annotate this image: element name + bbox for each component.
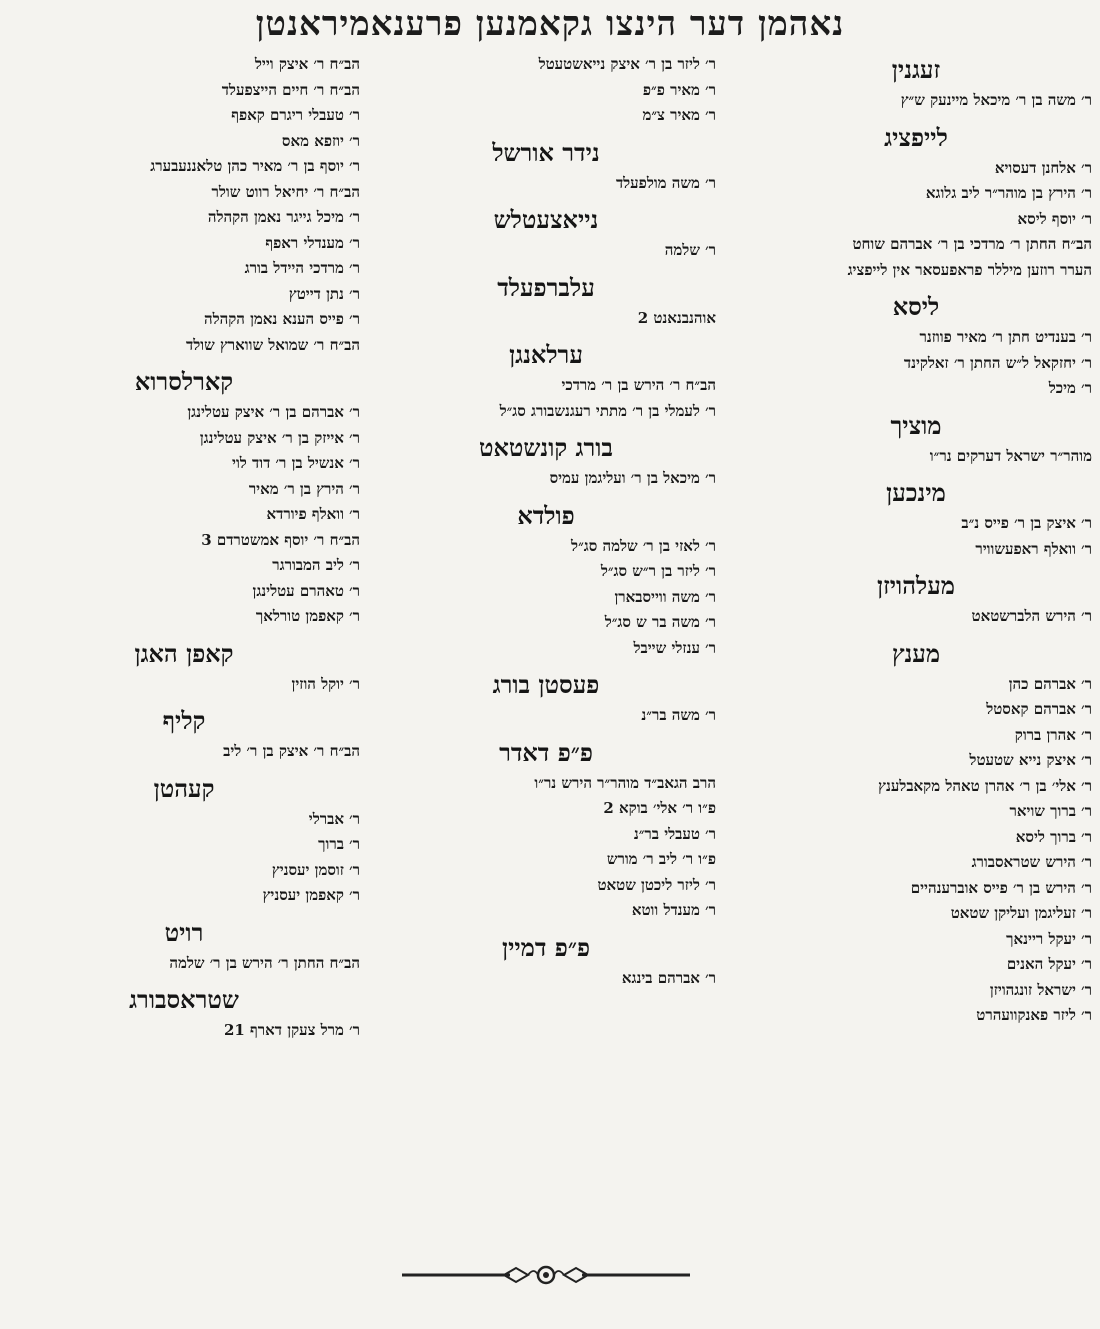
section-continuation bbox=[376, 52, 716, 129]
entry: ר׳ ליזר פאנקוועהרט bbox=[976, 1006, 1092, 1024]
entry: ר׳ קאפמן יעסניץ bbox=[262, 886, 360, 904]
entry: הב״ח ר׳ הירש בן ר׳ מרדכי bbox=[561, 376, 716, 394]
entry: ר׳ וואלף פיורדא bbox=[266, 505, 360, 523]
section-shtrasburg bbox=[8, 982, 360, 1044]
section-title: פולדא bbox=[517, 500, 575, 530]
entry: ר׳ אייזק בן ר׳ איצק עטלינגן bbox=[199, 428, 360, 447]
entry: ר׳ הירץ בן מוהר״ר ליב גלוגא bbox=[925, 184, 1092, 202]
page-title: נאהמן דער הינצו גקאמנען פרענאמיראנטן bbox=[255, 4, 845, 44]
entry: ר׳ יעקל האנים bbox=[1006, 955, 1092, 973]
right-column bbox=[740, 52, 1092, 1035]
section-title: קליף bbox=[162, 706, 206, 735]
entry: ר׳ מיכאל בן ר׳ ועליגמן עמיס bbox=[549, 469, 716, 487]
entry: ר׳ יוסף ליסא bbox=[1017, 209, 1092, 228]
entry: ר׳ איצק בן ר׳ פייס נ״ב bbox=[961, 514, 1092, 532]
section-lissa bbox=[740, 289, 1092, 402]
entry: ר׳ יחזקאל ל״ש החתן ר׳ זאלקינד bbox=[903, 353, 1092, 372]
entry: ר׳ אלחנן דעסויא bbox=[994, 158, 1092, 177]
section-title: מענץ bbox=[891, 638, 941, 668]
entry: ר׳ אנשיל בן ר׳ דוד לוי bbox=[232, 454, 360, 472]
entry: ר׳ בענדיט חתן ר׳ מאיר פווזנר bbox=[919, 328, 1092, 346]
entry: אוהנבנאנט 2 bbox=[637, 308, 716, 327]
entry: ר׳ אברלי bbox=[308, 809, 360, 828]
section-title: קארלסרוא bbox=[134, 367, 234, 396]
section-kehtn bbox=[8, 771, 360, 909]
section-title: שטראסבורג bbox=[129, 985, 239, 1014]
entry: ר׳ ענזלי שייבל bbox=[633, 638, 716, 657]
entry: ר׳ אברהם קאסטל bbox=[986, 700, 1092, 718]
section-title: קעהטן bbox=[153, 773, 215, 803]
entry: ר׳ אברהם כהן bbox=[1008, 674, 1092, 693]
entry: ר׳ מיכל גייגר נאמן הקהלה bbox=[207, 208, 360, 226]
entry: ר׳ ברוך bbox=[318, 835, 360, 853]
entry: ר׳ ברוך ליסא bbox=[1015, 827, 1092, 846]
section-nider-urshel bbox=[376, 135, 716, 197]
entry: ר׳ טעבלי ריגרם קאפף bbox=[231, 106, 360, 124]
section-title: עלברפעלד bbox=[497, 272, 595, 302]
section-title: זעגנין bbox=[891, 55, 941, 84]
entry: ר׳ משה ווייסבארן bbox=[614, 587, 716, 606]
entry: הב״ח החתן ר׳ מרדכי בן ר׳ אברהם שוחט bbox=[852, 235, 1092, 253]
section-pp-doder bbox=[376, 735, 716, 924]
entry: פ״ו ר׳ אלי׳ בוקא 2 bbox=[603, 799, 716, 817]
entry: ר׳ ליזר ליכטן שטאט bbox=[597, 875, 716, 894]
entry: ר׳ מרל צעקן דארף 21 bbox=[223, 1021, 360, 1039]
section-festen-burg bbox=[376, 667, 716, 729]
section-title: לייפציג bbox=[884, 122, 948, 152]
entry: הב״ח ר׳ יוסף אמשטרדם 3 bbox=[201, 530, 360, 549]
entry: ר׳ הירש בן ר׳ פייס אוברענהיים bbox=[910, 878, 1092, 897]
entry: ר׳ משה בן ר׳ מיכאל מיינעק ש״ץ bbox=[900, 91, 1092, 109]
entry: ר׳ ליזר בן ר׳ איצק נייאשטעטל bbox=[538, 55, 716, 73]
section-zegnin bbox=[740, 52, 1092, 114]
section-title: מוציך bbox=[890, 410, 942, 440]
entry: ר׳ אלי׳ בן ר׳ אהרן טאהל מקאבלענץ bbox=[878, 776, 1092, 795]
entry: ר׳ ברוך שויאר bbox=[1009, 802, 1092, 820]
section-pp-dmain bbox=[376, 930, 716, 992]
entry: הב״ח ר׳ איצק בן ר׳ ליב bbox=[223, 742, 360, 760]
entry: ר׳ איצק נייא שטעטל bbox=[969, 751, 1092, 769]
entry: ר׳ מענדלי ראפף bbox=[265, 233, 360, 252]
entry: הב״ח החתן ר׳ הירש בן ר׳ שלמה bbox=[169, 953, 360, 972]
section-title: בורג קונשטאט bbox=[479, 433, 613, 462]
entry: הערר רוזען מיללר פראפעסאר אין לייפציג bbox=[847, 260, 1092, 279]
section-title: מינכען bbox=[886, 478, 946, 507]
section-title: פ״פ דאדר bbox=[499, 737, 593, 767]
section-kapn-hagn bbox=[8, 636, 360, 698]
section-title: ערלאנגן bbox=[509, 340, 583, 369]
entry: ר׳ פייס הענא נאמן הקהלה bbox=[203, 310, 360, 328]
entry: ר׳ לאזי בן ר׳ שלמה סג״ל bbox=[571, 536, 716, 555]
section-royt bbox=[8, 915, 360, 977]
section-mentz bbox=[740, 636, 1092, 1029]
section-motsikh bbox=[740, 408, 1092, 470]
section-leipzig bbox=[740, 120, 1092, 284]
entry: הב״ח ר׳ חיים הייצפעלד bbox=[221, 80, 360, 99]
entry: ר׳ נתן דייטץ bbox=[288, 284, 360, 303]
entry: ר׳ מענדל ווטא bbox=[631, 901, 716, 919]
section-title: נייאצעטלש bbox=[493, 205, 599, 234]
section-erlangen bbox=[376, 337, 716, 424]
section-klif bbox=[8, 703, 360, 765]
section-continuation bbox=[8, 52, 360, 358]
section-minkhen bbox=[740, 475, 1092, 562]
section-title: נידר אורשל bbox=[492, 137, 600, 167]
entry: ר׳ ליב המבורגר bbox=[272, 556, 360, 574]
entry: הב״ח ר׳ שמואל שווארץ שולד bbox=[186, 335, 360, 354]
entry: ר׳ משה בר״נ bbox=[641, 706, 716, 724]
section-title: פעסטן בורג bbox=[492, 670, 600, 699]
entry: ר׳ יוסף בן ר׳ מאיר כהן טלאננעבערג bbox=[150, 157, 360, 175]
section-burg-kunshtat bbox=[376, 430, 716, 492]
entry: ר׳ לעמלי בן ר׳ מתתי רעגנשבורג סג״ל bbox=[499, 401, 716, 420]
section-melhoyzn bbox=[740, 568, 1092, 630]
entry: ר׳ זוסמן יעסניץ bbox=[271, 860, 360, 879]
section-karlsrua bbox=[8, 364, 360, 630]
section-elberfeld bbox=[376, 270, 716, 332]
ornament-divider-icon bbox=[400, 1262, 692, 1288]
section-title: פ״פ דמיין bbox=[501, 932, 591, 962]
section-title: רויט bbox=[164, 917, 204, 947]
entry: ר׳ אברהם בינגא bbox=[621, 968, 716, 987]
entry: ר׳ אברהם בן ר׳ איצק עטלינגן bbox=[187, 403, 360, 421]
section-fulda bbox=[376, 498, 716, 662]
entry: ר׳ אהרן ברוק bbox=[1014, 725, 1092, 744]
entry: ר׳ זעליגמן ועליקן שטאט bbox=[950, 904, 1092, 922]
entry: הב״ח ר׳ איצק וייל bbox=[254, 55, 360, 73]
middle-column bbox=[376, 52, 716, 997]
left-column bbox=[8, 52, 360, 1050]
entry: ר׳ יוזפא מאס bbox=[281, 131, 360, 150]
entry: ר׳ ליזר בן ר״ש סג״ל bbox=[600, 562, 716, 580]
entry: ר׳ יעקל ריינאך bbox=[1006, 929, 1092, 948]
entry: הרב הגאב״ד מוהר״ר הירש נר״ו bbox=[534, 773, 716, 792]
entry: ר׳ מאיר צ״מ bbox=[642, 106, 716, 124]
entry: ר׳ מיכל bbox=[1048, 379, 1092, 397]
entry: ר׳ שלמה bbox=[664, 241, 716, 259]
entry: ר׳ הירש הלברשטאט bbox=[971, 607, 1092, 625]
entry: ר׳ הירש שטראסבורג bbox=[971, 853, 1092, 871]
entry: ר׳ וואלף ראפעשוויר bbox=[975, 539, 1092, 558]
entry: ר׳ ישראל זונגהויזן bbox=[989, 980, 1092, 999]
entry: ר׳ טאהרם עטלינגן bbox=[252, 581, 360, 600]
section-title: מעלהויזן bbox=[876, 571, 956, 600]
entry: ר׳ יוקל הוזין bbox=[291, 674, 360, 693]
entry: ר׳ מאיר פ״פ bbox=[642, 80, 716, 99]
entry: ר׳ טעבלי בר״נ bbox=[633, 824, 716, 843]
section-title: קאפן האגן bbox=[134, 638, 234, 668]
section-nayatsetlsh bbox=[376, 202, 716, 264]
entry: ר׳ משה בר ש סג״ל bbox=[604, 613, 716, 631]
entry: ר׳ מרדכי היידל בורג bbox=[244, 259, 360, 277]
entry: הב״ח ר׳ יחיאל רווט שולר bbox=[211, 182, 360, 201]
entry: פ״ו ר׳ ליב ר׳ מורש bbox=[606, 850, 716, 868]
entry: ר׳ קאפמן טורלאך bbox=[255, 607, 360, 625]
entry: מוהר״ר ישראל דערקים נר״ו bbox=[929, 446, 1092, 465]
entry: ר׳ משה מולפעלד bbox=[615, 173, 716, 192]
section-title: ליסא bbox=[892, 292, 940, 321]
entry: ר׳ הירץ בן ר׳ מאיר bbox=[248, 479, 360, 498]
